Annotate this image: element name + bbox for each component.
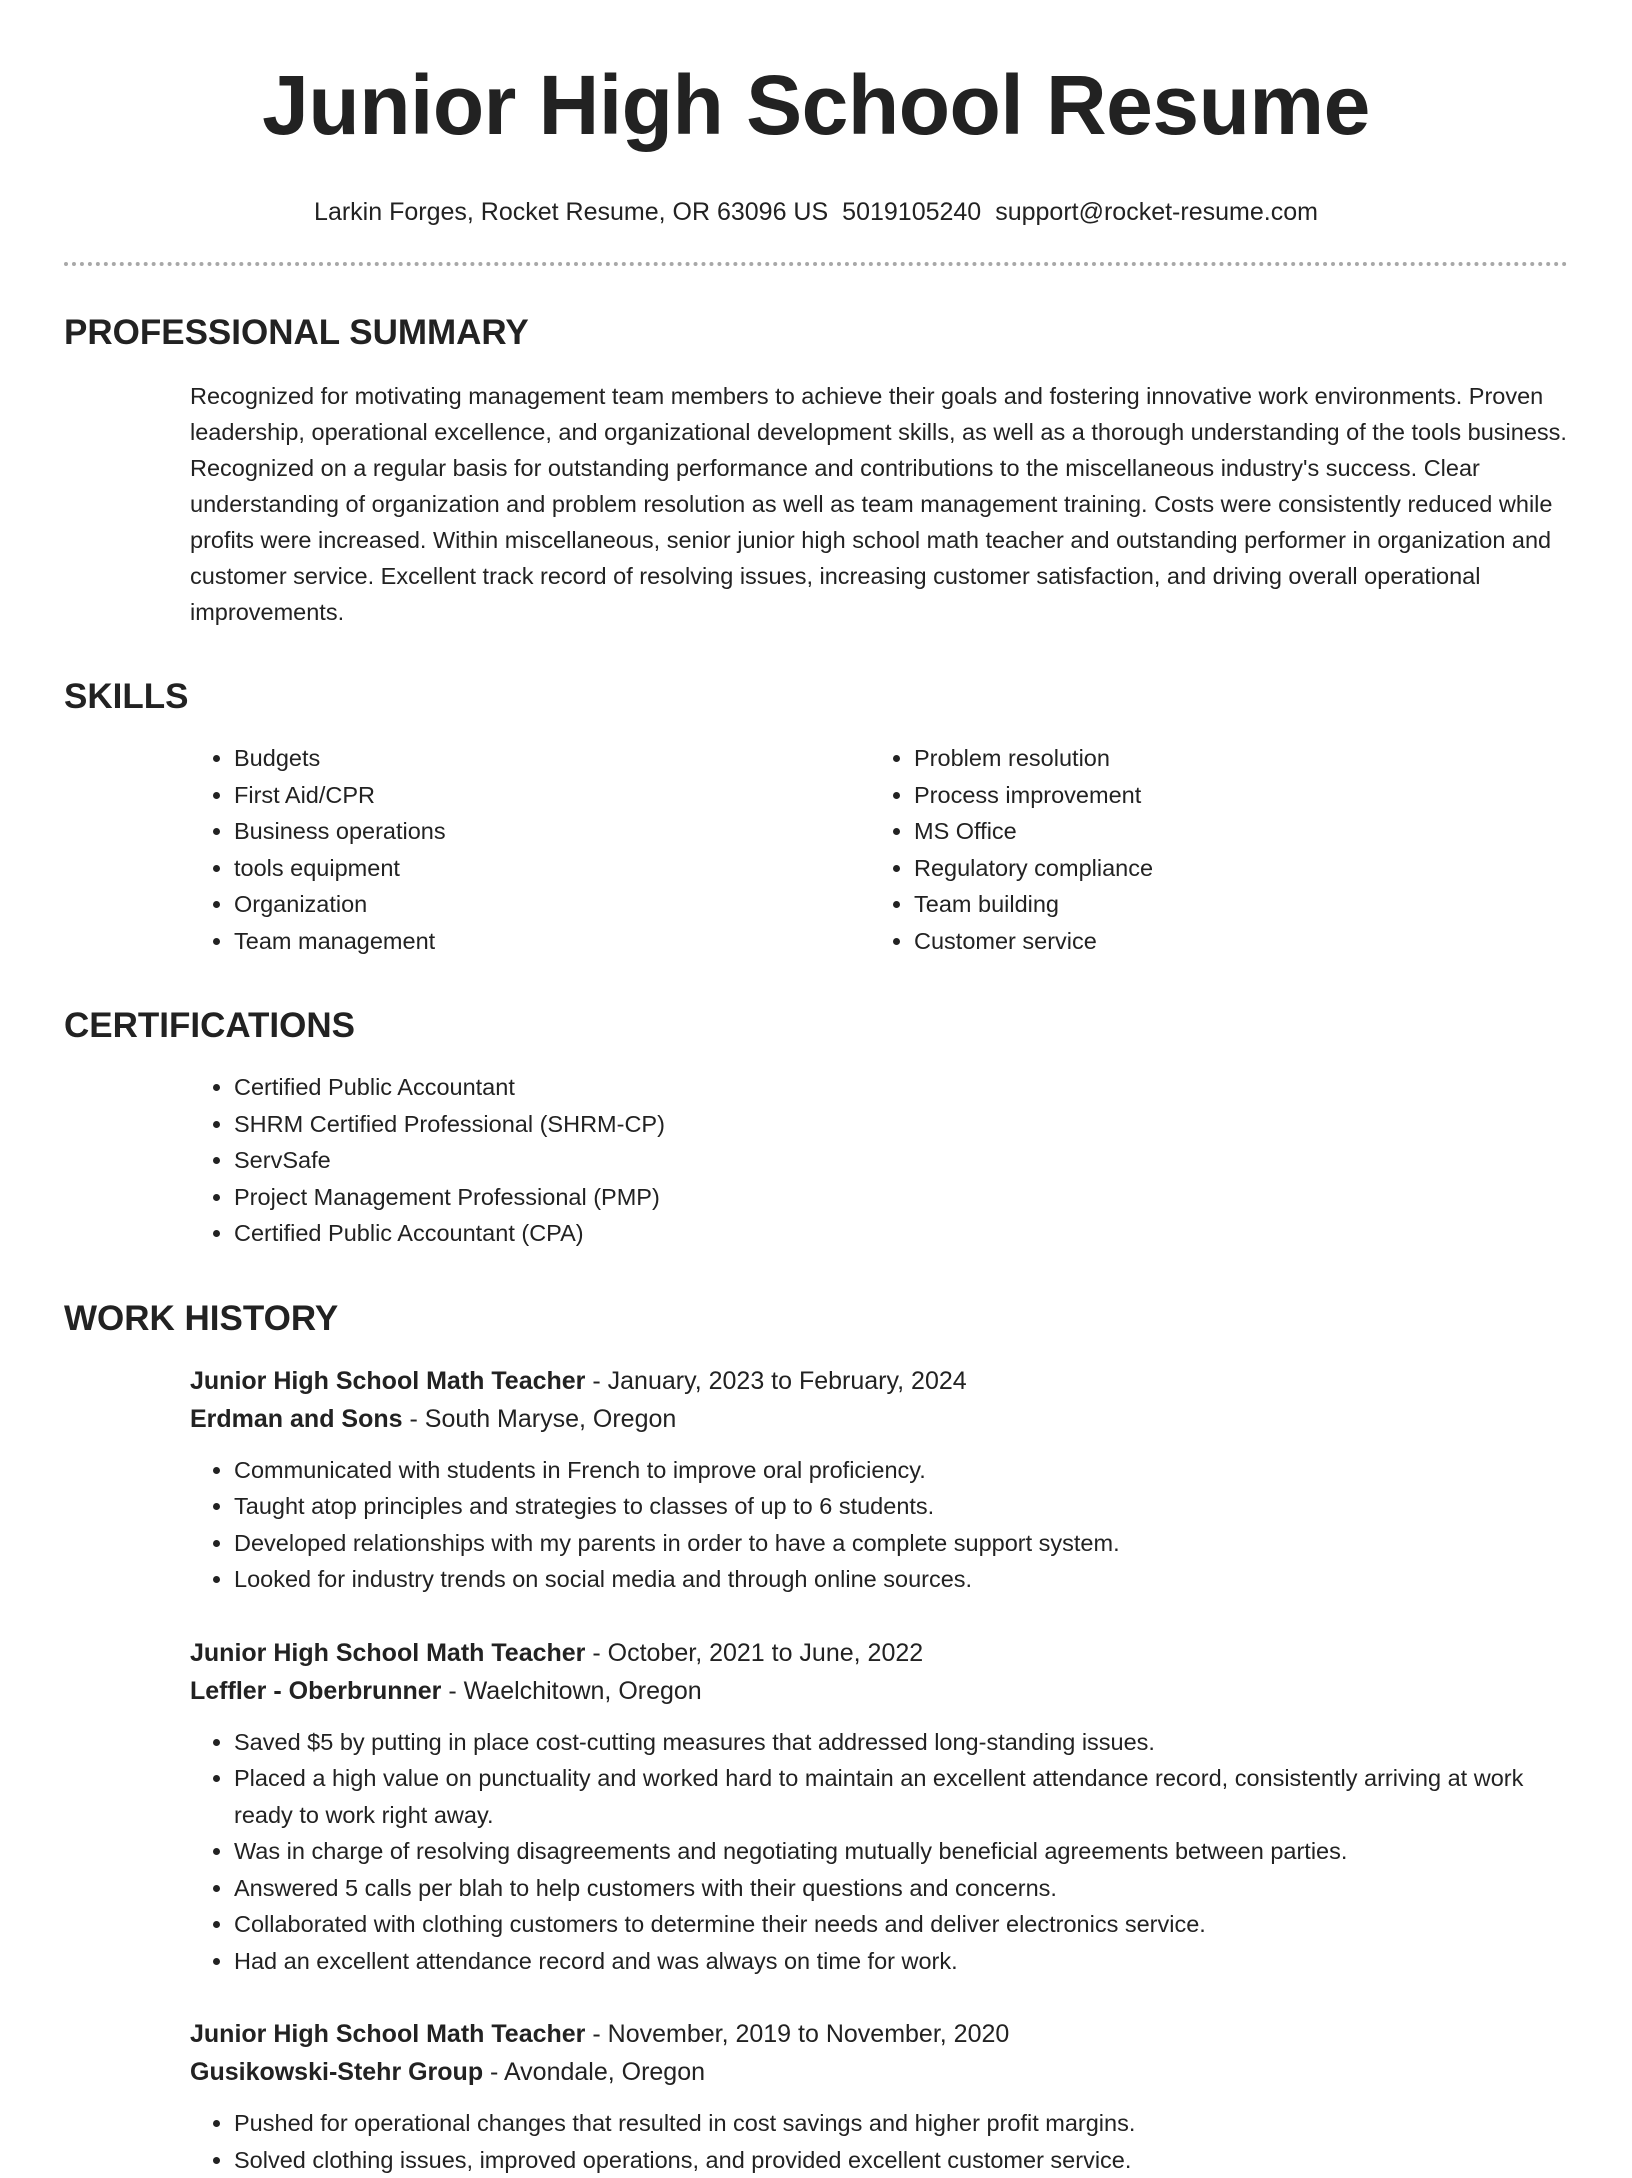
skill-item: • Organization (234, 886, 870, 923)
skills-column-right (870, 740, 1550, 959)
certifications-list (190, 1069, 1568, 1252)
job-title-line (190, 2015, 1568, 2053)
skill-item: • tools equipment (234, 850, 870, 887)
job-company: Leffler - Oberbrunner (190, 1677, 441, 1705)
skill-item: • Budgets (234, 740, 870, 777)
job-location: - South Maryse, Oregon (403, 1405, 677, 1433)
job-company-line (190, 1400, 1568, 1438)
job-company-line (190, 2053, 1568, 2091)
job-title-line (190, 1362, 1568, 1400)
job-bullet: • Taught atop principles and strategies to classes of up to 6 students. (234, 1488, 1568, 1525)
job-bullet: • Collaborated with clothing customers to determine their needs and deliver electronics service. (234, 1906, 1568, 1943)
job-bullet: • Communicated with students in French to improve oral proficiency. (234, 1452, 1568, 1489)
contact-email: support@rocket-resume.com (995, 198, 1318, 226)
job-bullet: • Saved $5 by putting in place cost-cutting measures that addressed long-standing issues. (234, 1724, 1568, 1761)
contact-address: Larkin Forges, Rocket Resume, OR 63096 US (314, 198, 828, 226)
skill-item: • Problem resolution (914, 740, 1550, 777)
certification-item: • ServSafe (234, 1142, 1568, 1179)
job-entry (190, 2015, 1568, 2178)
certification-item: • Project Management Professional (PMP) (234, 1179, 1568, 1216)
job-role: Junior High School Math Teacher (190, 2020, 585, 2048)
job-bullet: • Developed relationships with my parents in order to have a complete support system. (234, 1525, 1568, 1562)
certifications-heading: CERTIFICATIONS (64, 1005, 1568, 1047)
work-history-heading: WORK HISTORY (64, 1298, 1568, 1340)
job-dates: - November, 2019 to November, 2020 (585, 2020, 1009, 2048)
skill-item: • Process improvement (914, 777, 1550, 814)
summary-text: Recognized for motivating management team members to achieve their goals and fostering innovative work environments. Proven leadership, operational excellence, and organizational development skills, as well as a thorough understanding of the tools business. Recognized on a regular basis for outstanding performance and contributions to the miscellaneous industry's success. Clear understanding of organization and problem resolution as well as team management training. Costs were consistently reduced while profits were increased. Within miscellaneous, senior junior high school math teacher and outstanding performer in organization and customer service. Excellent track record of resolving issues, increasing customer satisfaction, and driving overall operational improvements. (190, 378, 1568, 630)
skills-column-left (190, 740, 870, 959)
header-divider (64, 262, 1568, 266)
job-bullet: • Pushed for operational changes that resulted in cost savings and higher profit margins. (234, 2105, 1568, 2142)
skill-item: • MS Office (914, 813, 1550, 850)
job-role: Junior High School Math Teacher (190, 1367, 585, 1395)
skill-item: • Regulatory compliance (914, 850, 1550, 887)
skills-list (190, 740, 1568, 959)
skill-item: • Customer service (914, 923, 1550, 960)
resume-title: Junior High School Resume (64, 0, 1568, 158)
skill-item: • Business operations (234, 813, 870, 850)
certification-item: • Certified Public Accountant (234, 1069, 1568, 1106)
job-bullet: • Had an excellent attendance record and was always on time for work. (234, 1943, 1568, 1980)
job-bullet: • Placed a high value on punctuality and worked hard to maintain an excellent attendance record, consistently arriving at work ready to work right away. (234, 1760, 1568, 1833)
certification-item: • SHRM Certified Professional (SHRM-CP) (234, 1106, 1568, 1143)
job-location: - Avondale, Oregon (483, 2058, 705, 2086)
job-bullet: • Was in charge of resolving disagreements and negotiating mutually beneficial agreements between parties. (234, 1833, 1568, 1870)
job-dates: - January, 2023 to February, 2024 (585, 1367, 966, 1395)
certification-item: • Certified Public Accountant (CPA) (234, 1215, 1568, 1252)
job-role: Junior High School Math Teacher (190, 1639, 585, 1667)
job-company: Gusikowski-Stehr Group (190, 2058, 483, 2086)
job-dates: - October, 2021 to June, 2022 (585, 1639, 923, 1667)
contact-line (64, 196, 1568, 228)
job-entry (190, 1634, 1568, 1980)
job-bullet: • Solved clothing issues, improved operations, and provided excellent customer service. (234, 2142, 1568, 2178)
summary-heading: PROFESSIONAL SUMMARY (64, 312, 1568, 354)
job-bullet: • Answered 5 calls per blah to help customers with their questions and concerns. (234, 1870, 1568, 1907)
skills-heading: SKILLS (64, 676, 1568, 718)
job-location: - Waelchitown, Oregon (441, 1677, 701, 1705)
job-bullet: • Looked for industry trends on social media and through online sources. (234, 1561, 1568, 1598)
skill-item: • First Aid/CPR (234, 777, 870, 814)
job-company: Erdman and Sons (190, 1405, 403, 1433)
contact-phone: 5019105240 (842, 198, 981, 226)
job-entry (190, 1362, 1568, 1598)
skill-item: • Team building (914, 886, 1550, 923)
job-title-line (190, 1634, 1568, 1672)
skill-item: • Team management (234, 923, 870, 960)
job-company-line (190, 1672, 1568, 1710)
job-bullets (190, 1724, 1568, 1980)
job-bullets (190, 2105, 1568, 2178)
job-bullets (190, 1452, 1568, 1598)
